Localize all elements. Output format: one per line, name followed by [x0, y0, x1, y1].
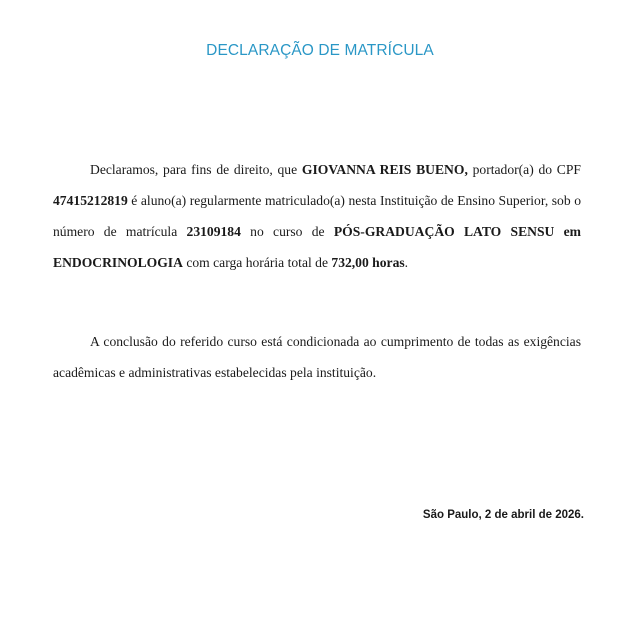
text-segment: Declaramos, para fins de direito, que	[90, 162, 302, 177]
enrollment-declaration-paragraph	[53, 154, 581, 278]
text-segment: no curso de	[240, 224, 334, 239]
document-title: DECLARAÇÃO DE MATRÍCULA	[206, 42, 434, 59]
enrollment-number: 23109184	[186, 224, 241, 239]
student-name: GIOVANNA REIS BUENO,	[301, 162, 468, 177]
text-segment: portador(a) do CPF	[467, 162, 581, 177]
text-segment: .	[404, 255, 409, 270]
completion-condition-paragraph	[53, 326, 581, 388]
completion-condition-text: A conclusão do referido curso está condicionada ao cumprimento de todas as exigências acadêmicas e administrativas estabelecidas pela instituição.	[53, 334, 581, 380]
place-and-date: São Paulo, 2 de abril de 2026.	[422, 509, 584, 521]
course-hours: 732,00 horas	[331, 255, 405, 270]
course-name: PÓS-GRADUAÇÃO LATO SENSU em ENDOCRINOLOGIA	[53, 224, 581, 270]
text-segment: com carga horária total de	[182, 255, 332, 270]
cpf-number: 47415212819	[53, 193, 128, 208]
text-segment: é aluno(a) regularmente matriculado(a) nesta Instituição de Ensino Superior, sob o número de matrícula	[53, 193, 581, 239]
